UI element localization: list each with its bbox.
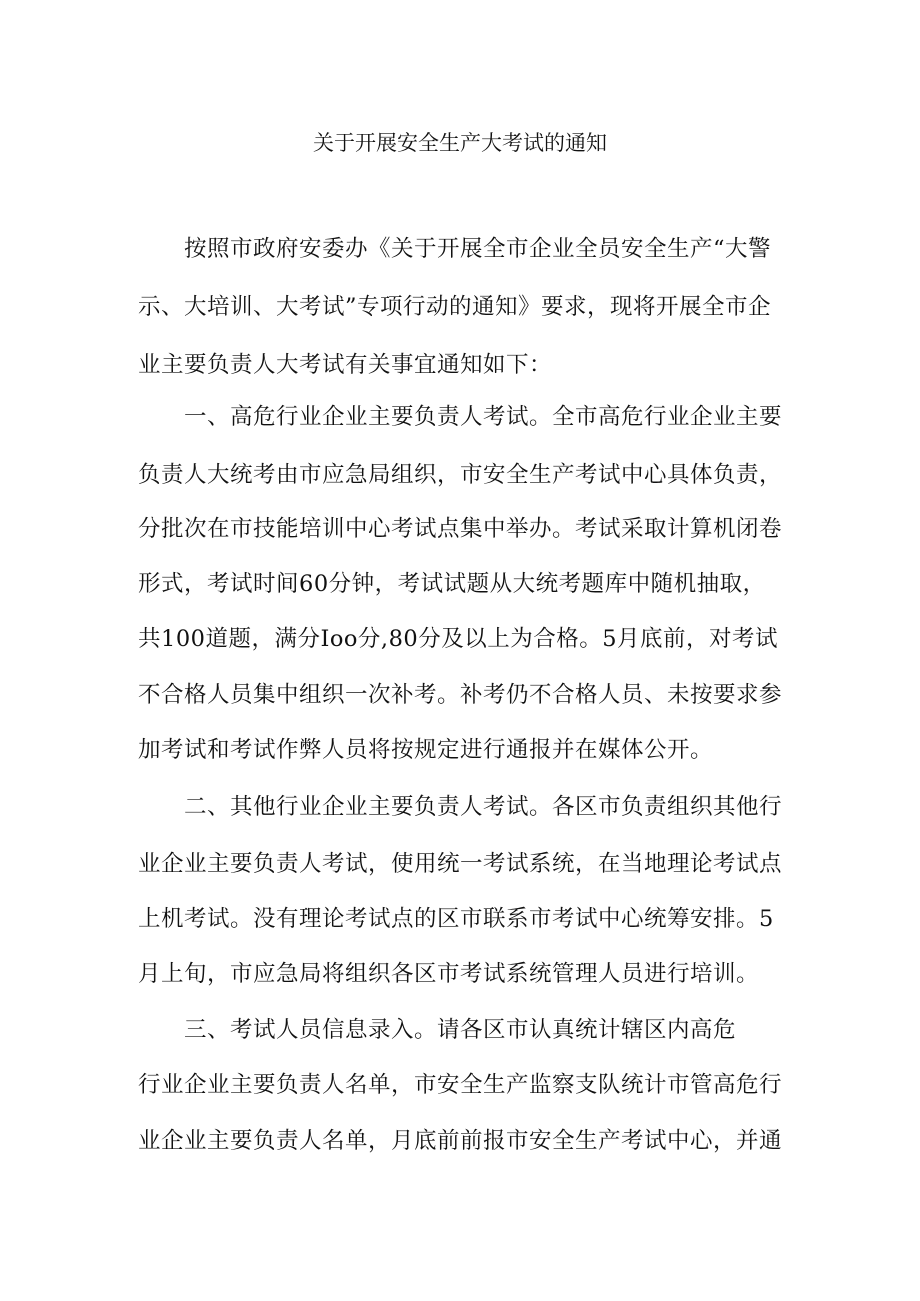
paragraph-line: 形式，考试时间60分钟，考试试题从大统考题库中随机抽取， xyxy=(138,571,766,597)
paragraph-line: 月上旬，市应急局将组织各区市考试系统管理人员进行培训。 xyxy=(138,961,760,987)
paragraph-line: 示、大培训、大考试”专项行动的通知》要求，现将开展全市企 xyxy=(138,294,772,320)
paragraph-line: 不合格人员集中组织一次补考。补考仍不合格人员、未按要求参 xyxy=(138,682,783,708)
paragraph-line: 负责人大统考由市应急局组织，市安全生产考试中心具体负责， xyxy=(138,462,783,488)
document-title: 关于开展安全生产大考试的通知 xyxy=(313,131,607,155)
paragraph-line: 二、其他行业企业主要负责人考试。各区市负责组织其他行 xyxy=(184,794,783,820)
paragraph-line: 加考试和考试作弊人员将按规定进行通报并在媒体公开。 xyxy=(138,737,714,763)
paragraph-line: 上机考试。没有理论考试点的区市联系市考试中心统筹安排。5 xyxy=(138,906,774,932)
paragraph-line: 分批次在市技能培训中心考试点集中举办。考试采取计算机闭卷 xyxy=(138,516,783,542)
paragraph-line: 一、高危行业企业主要负责人考试。全市高危行业企业主要 xyxy=(184,404,783,430)
paragraph-line: 按照市政府安委办《关于开展全市企业全员安全生产“大警 xyxy=(184,236,772,262)
paragraph-line: 三、考试人员信息录入。请各区市认真统计辖区内高危 xyxy=(184,1017,737,1043)
paragraph-line: 业企业主要负责人名单，月底前前报市安全生产考试中心，并通 xyxy=(138,1128,783,1154)
paragraph-line: 行业企业主要负责人名单，市安全生产监察支队统计市管高危行 xyxy=(138,1072,783,1098)
paragraph-line: 共100道题，满分Ioo分,80分及以上为合格。5月底前，对考试 xyxy=(138,626,779,652)
paragraph-line: 业主要负责人大考试有关事宜通知如下： xyxy=(138,352,553,378)
paragraph-line: 业企业主要负责人考试，使用统一考试系统，在当地理论考试点 xyxy=(138,851,783,877)
